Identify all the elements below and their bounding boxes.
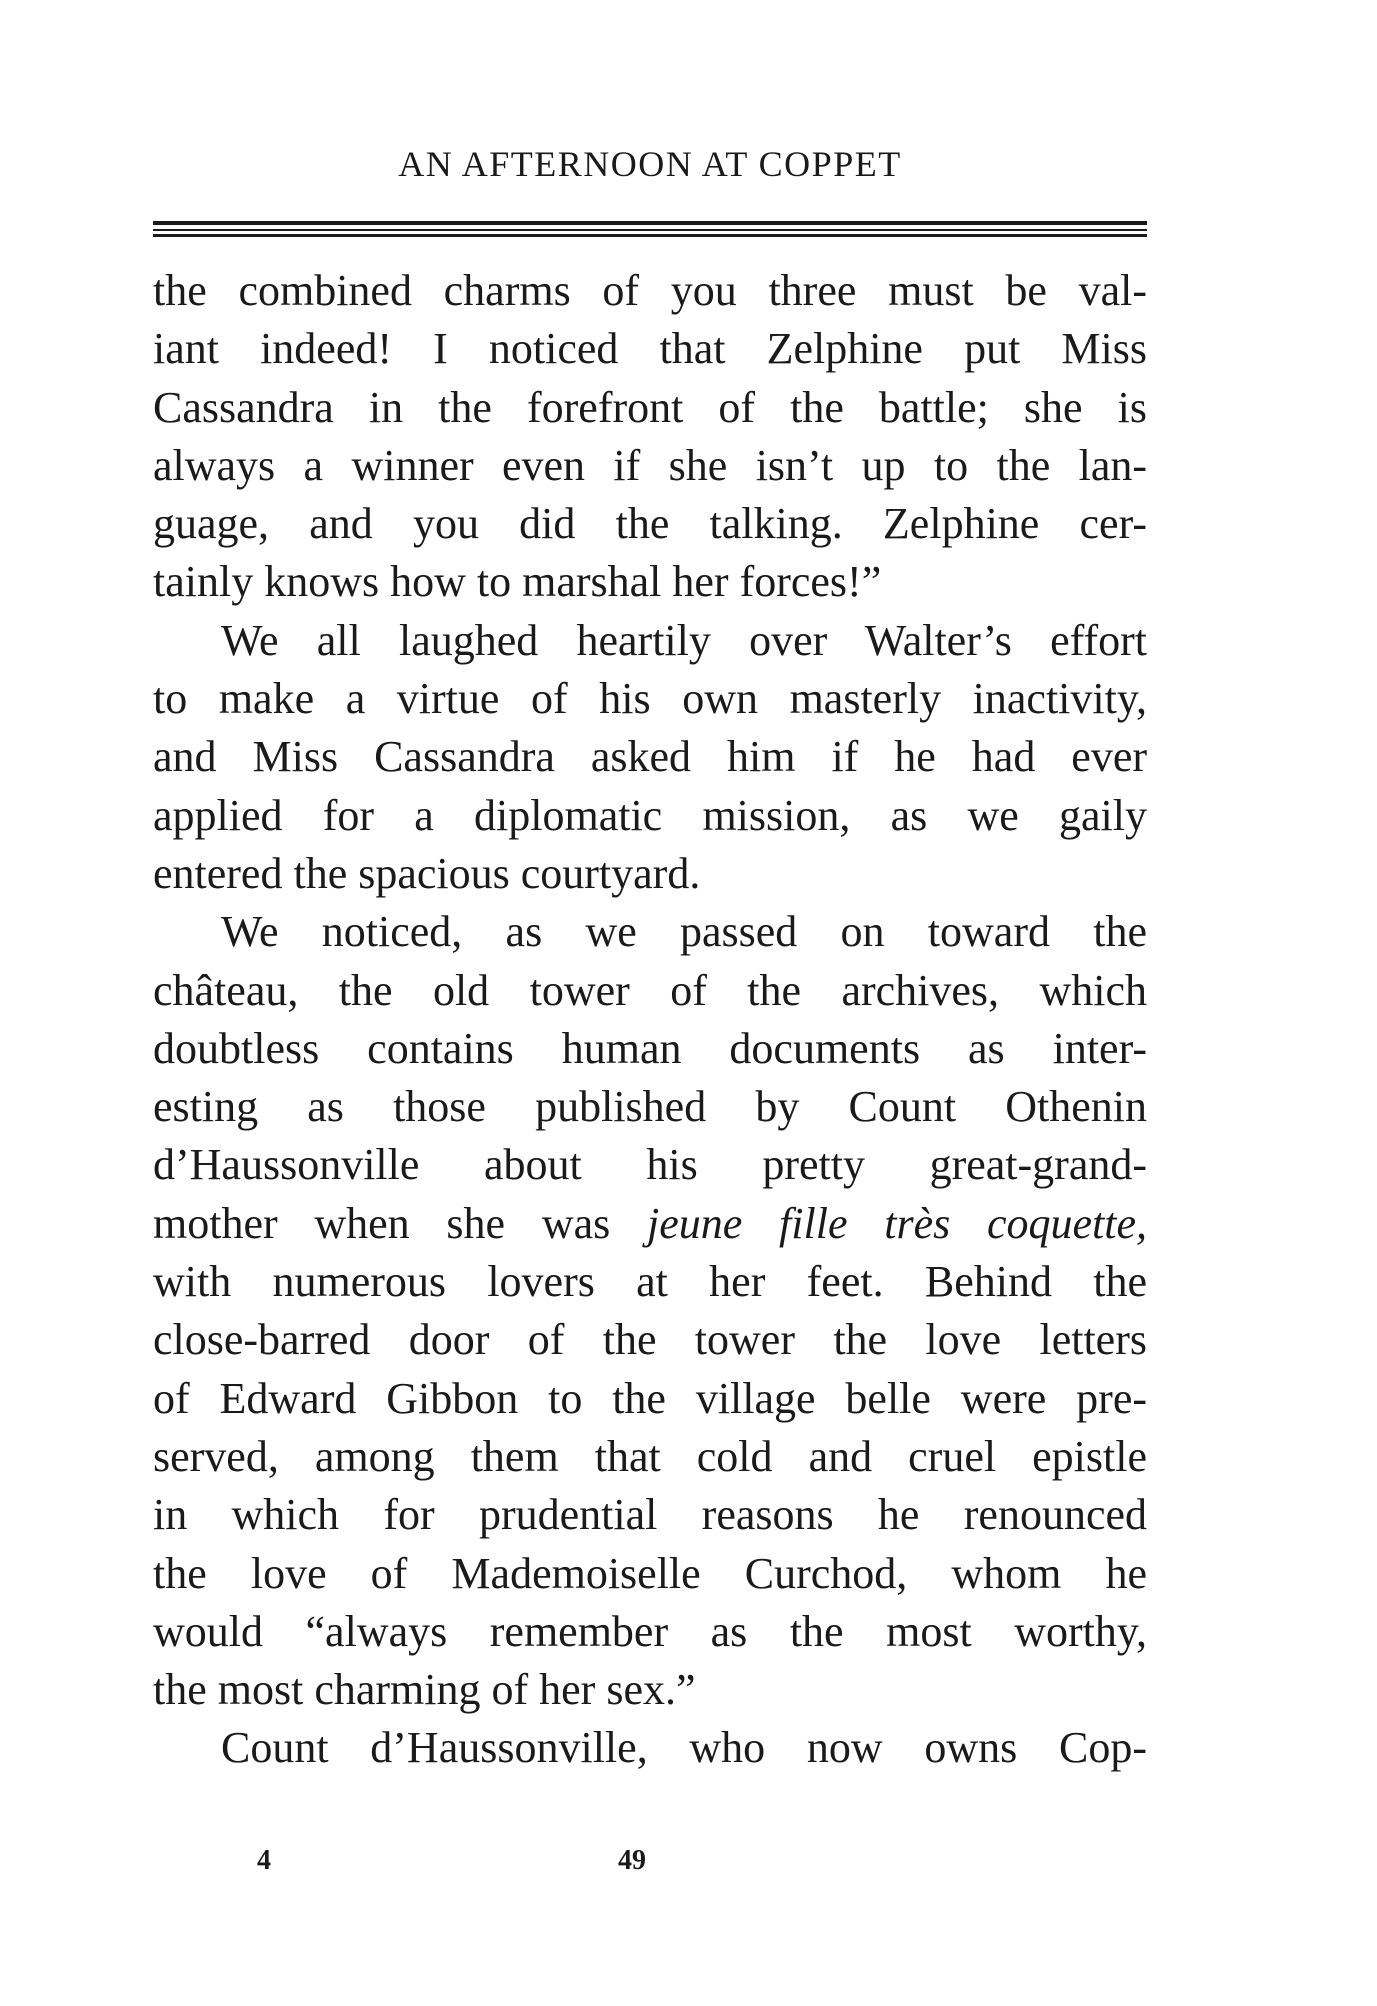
italic-phrase: jeune fille très coquette, — [647, 1198, 1148, 1248]
text-line: the combined charms of you three must be val- — [153, 266, 1147, 315]
text-line: doubtless contains human documents as inter- — [153, 1023, 1147, 1073]
body-text — [153, 262, 1147, 1778]
text-line: guage, and you did the talking. Zelphine cer- — [153, 499, 1147, 549]
text-line: would “always remember as the most worthy, — [153, 1606, 1147, 1656]
text-line-start: mother when she was — [153, 1198, 648, 1248]
paragraph-first-line: We all laughed heartily over Walter’s effort — [221, 615, 1147, 665]
text-line: always a winner even if she isn’t up to the lan- — [153, 440, 1147, 490]
header-rule-bottom — [153, 234, 1147, 237]
text-line: tainly knows how to marshal her forces!” — [153, 557, 882, 607]
text-line: close-barred door of the tower the love letters — [153, 1315, 1147, 1365]
text-line: in which for prudential reasons he renounced — [153, 1490, 1147, 1540]
running-head: AN AFTERNOON AT COPPET — [398, 144, 902, 184]
text-line: iant indeed! I noticed that Zelphine put Miss — [153, 324, 1147, 374]
text-line: of Edward Gibbon to the village belle were pre- — [153, 1373, 1147, 1423]
text-line: served, among them that cold and cruel epistle — [153, 1431, 1147, 1481]
header-rule-top — [153, 221, 1147, 225]
text-line: applied for a diplomatic mission, as we gaily — [153, 790, 1147, 840]
text-line: entered the spacious courtyard. — [153, 848, 701, 898]
text-line: esting as those published by Count Othenin — [153, 1082, 1147, 1132]
page-number: 49 — [618, 1845, 646, 1876]
text-line-with-italic — [153, 1195, 1147, 1253]
text-line: to make a virtue of his own masterly inactivity, — [153, 674, 1147, 724]
text-line: the most charming of her sex.” — [153, 1665, 696, 1715]
text-line: Cassandra in the forefront of the battle; she is — [153, 382, 1147, 432]
text-line: and Miss Cassandra asked him if he had ever — [153, 732, 1147, 782]
paragraph-first-line: Count d’Haussonville, who now owns Cop- — [221, 1723, 1147, 1773]
paragraph-first-line: We noticed, as we passed on toward the — [221, 907, 1147, 957]
text-line: château, the old tower of the archives, which — [153, 965, 1147, 1015]
signature-mark: 4 — [257, 1845, 271, 1876]
header-rule-middle — [153, 229, 1147, 231]
text-line: with numerous lovers at her feet. Behind the — [153, 1257, 1147, 1307]
text-line: the love of Mademoiselle Curchod, whom he — [153, 1548, 1147, 1598]
text-line: d’Haussonville about his pretty great-grand- — [153, 1140, 1147, 1190]
